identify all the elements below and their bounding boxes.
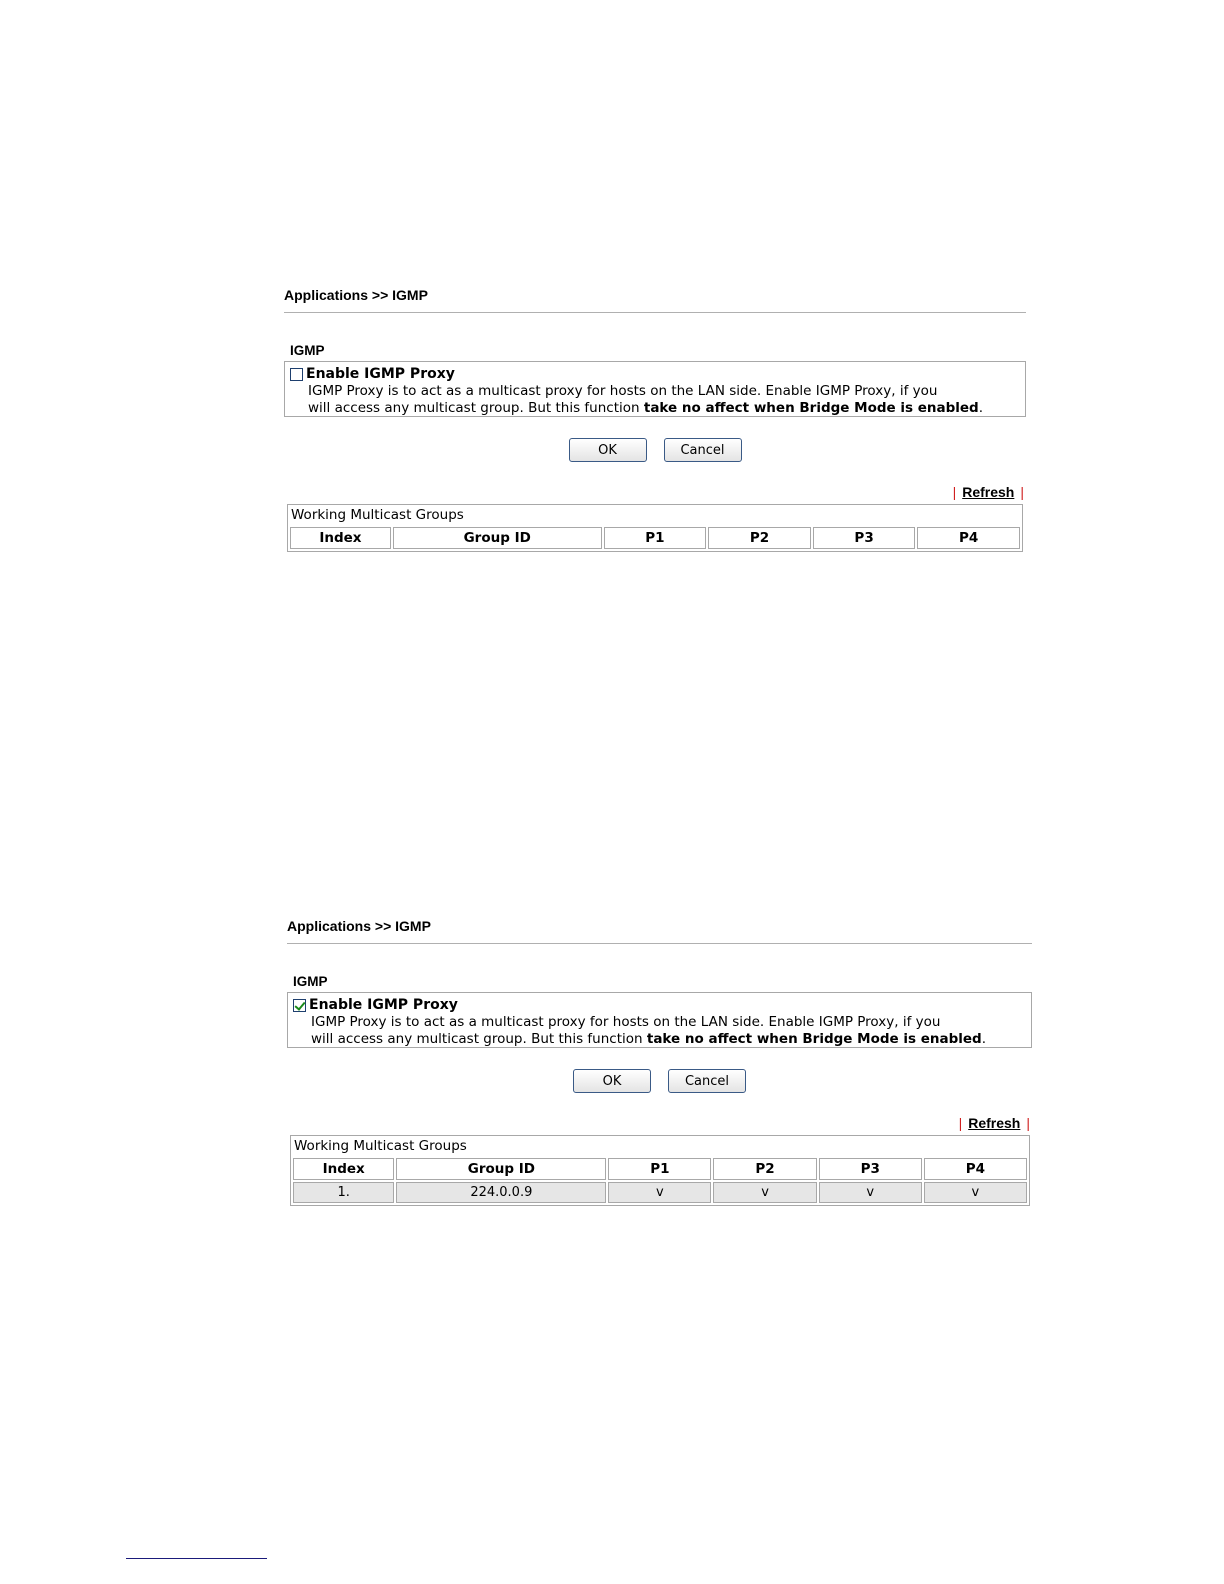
cell-p3: v <box>819 1182 922 1203</box>
col-p1: P1 <box>604 527 707 549</box>
working-multicast-groups-table <box>287 504 1023 552</box>
col-group-id: Group ID <box>393 527 602 549</box>
enable-igmp-proxy-row <box>290 366 1020 383</box>
description-line-2 <box>311 1031 1026 1048</box>
breadcrumb: Applications >> IGMP <box>287 917 1032 944</box>
igmp-panel-checked <box>287 917 1032 1206</box>
refresh-link[interactable]: Refresh <box>962 484 1015 500</box>
action-buttons <box>287 1069 1032 1093</box>
cell-group-id: 224.0.0.9 <box>396 1182 606 1203</box>
footnote-divider <box>126 1558 267 1559</box>
cell-index: 1. <box>293 1182 394 1203</box>
col-p4: P4 <box>924 1158 1027 1180</box>
table-row <box>293 1182 1027 1203</box>
breadcrumb: Applications >> IGMP <box>284 286 1026 313</box>
col-p2: P2 <box>708 527 811 549</box>
table-header <box>293 1158 1027 1180</box>
description-line-2-bold: take no affect when Bridge Mode is enabled <box>646 1031 982 1047</box>
refresh-bar <box>287 1115 1032 1135</box>
cancel-button[interactable]: Cancel <box>668 1069 746 1093</box>
ok-button[interactable]: OK <box>573 1069 651 1093</box>
igmp-panel-unchecked <box>284 286 1026 552</box>
section-title: IGMP <box>293 974 328 989</box>
ok-button[interactable]: OK <box>569 438 647 462</box>
cancel-button[interactable]: Cancel <box>664 438 742 462</box>
description-line-2-text: will access any multicast group. But this function <box>308 400 644 416</box>
section-title: IGMP <box>290 343 325 358</box>
separator: | <box>952 484 957 500</box>
table-caption: Working Multicast Groups <box>291 507 464 523</box>
col-p3: P3 <box>813 527 916 549</box>
table-caption: Working Multicast Groups <box>294 1138 467 1154</box>
enable-igmp-proxy-checkbox[interactable] <box>290 368 303 381</box>
cell-p2: v <box>713 1182 816 1203</box>
enable-igmp-proxy-label: Enable IGMP Proxy <box>309 997 458 1013</box>
separator: | <box>1020 484 1024 500</box>
igmp-settings-box <box>284 361 1026 417</box>
description-line-1: IGMP Proxy is to act as a multicast proxy for hosts on the LAN side. Enable IGMP Proxy, if you <box>308 383 938 399</box>
cell-p1: v <box>608 1182 711 1203</box>
enable-igmp-proxy-row <box>293 997 1026 1014</box>
separator: | <box>958 1115 963 1131</box>
description-line-2-end: . <box>978 400 984 416</box>
igmp-description <box>308 383 1020 417</box>
refresh-link[interactable]: Refresh <box>968 1115 1021 1131</box>
description-line-2-end: . <box>981 1031 987 1047</box>
col-p1: P1 <box>608 1158 711 1180</box>
igmp-description <box>311 1014 1026 1048</box>
description-line-2 <box>308 400 1020 417</box>
refresh-bar <box>284 484 1026 504</box>
col-p3: P3 <box>819 1158 922 1180</box>
col-index: Index <box>290 527 391 549</box>
action-buttons <box>284 438 1026 462</box>
enable-igmp-proxy-label: Enable IGMP Proxy <box>306 366 455 382</box>
col-p4: P4 <box>917 527 1020 549</box>
table-header <box>290 527 1020 549</box>
description-line-2-text: will access any multicast group. But this function <box>311 1031 647 1047</box>
col-index: Index <box>293 1158 394 1180</box>
enable-igmp-proxy-checkbox[interactable] <box>293 999 306 1012</box>
description-line-1: IGMP Proxy is to act as a multicast proxy for hosts on the LAN side. Enable IGMP Proxy, if you <box>311 1014 941 1030</box>
description-line-2-bold: take no affect when Bridge Mode is enabled <box>643 400 979 416</box>
separator: | <box>1026 1115 1030 1131</box>
col-p2: P2 <box>713 1158 816 1180</box>
cell-p4: v <box>924 1182 1027 1203</box>
igmp-settings-box <box>287 992 1032 1048</box>
col-group-id: Group ID <box>396 1158 606 1180</box>
working-multicast-groups-table <box>290 1135 1030 1206</box>
